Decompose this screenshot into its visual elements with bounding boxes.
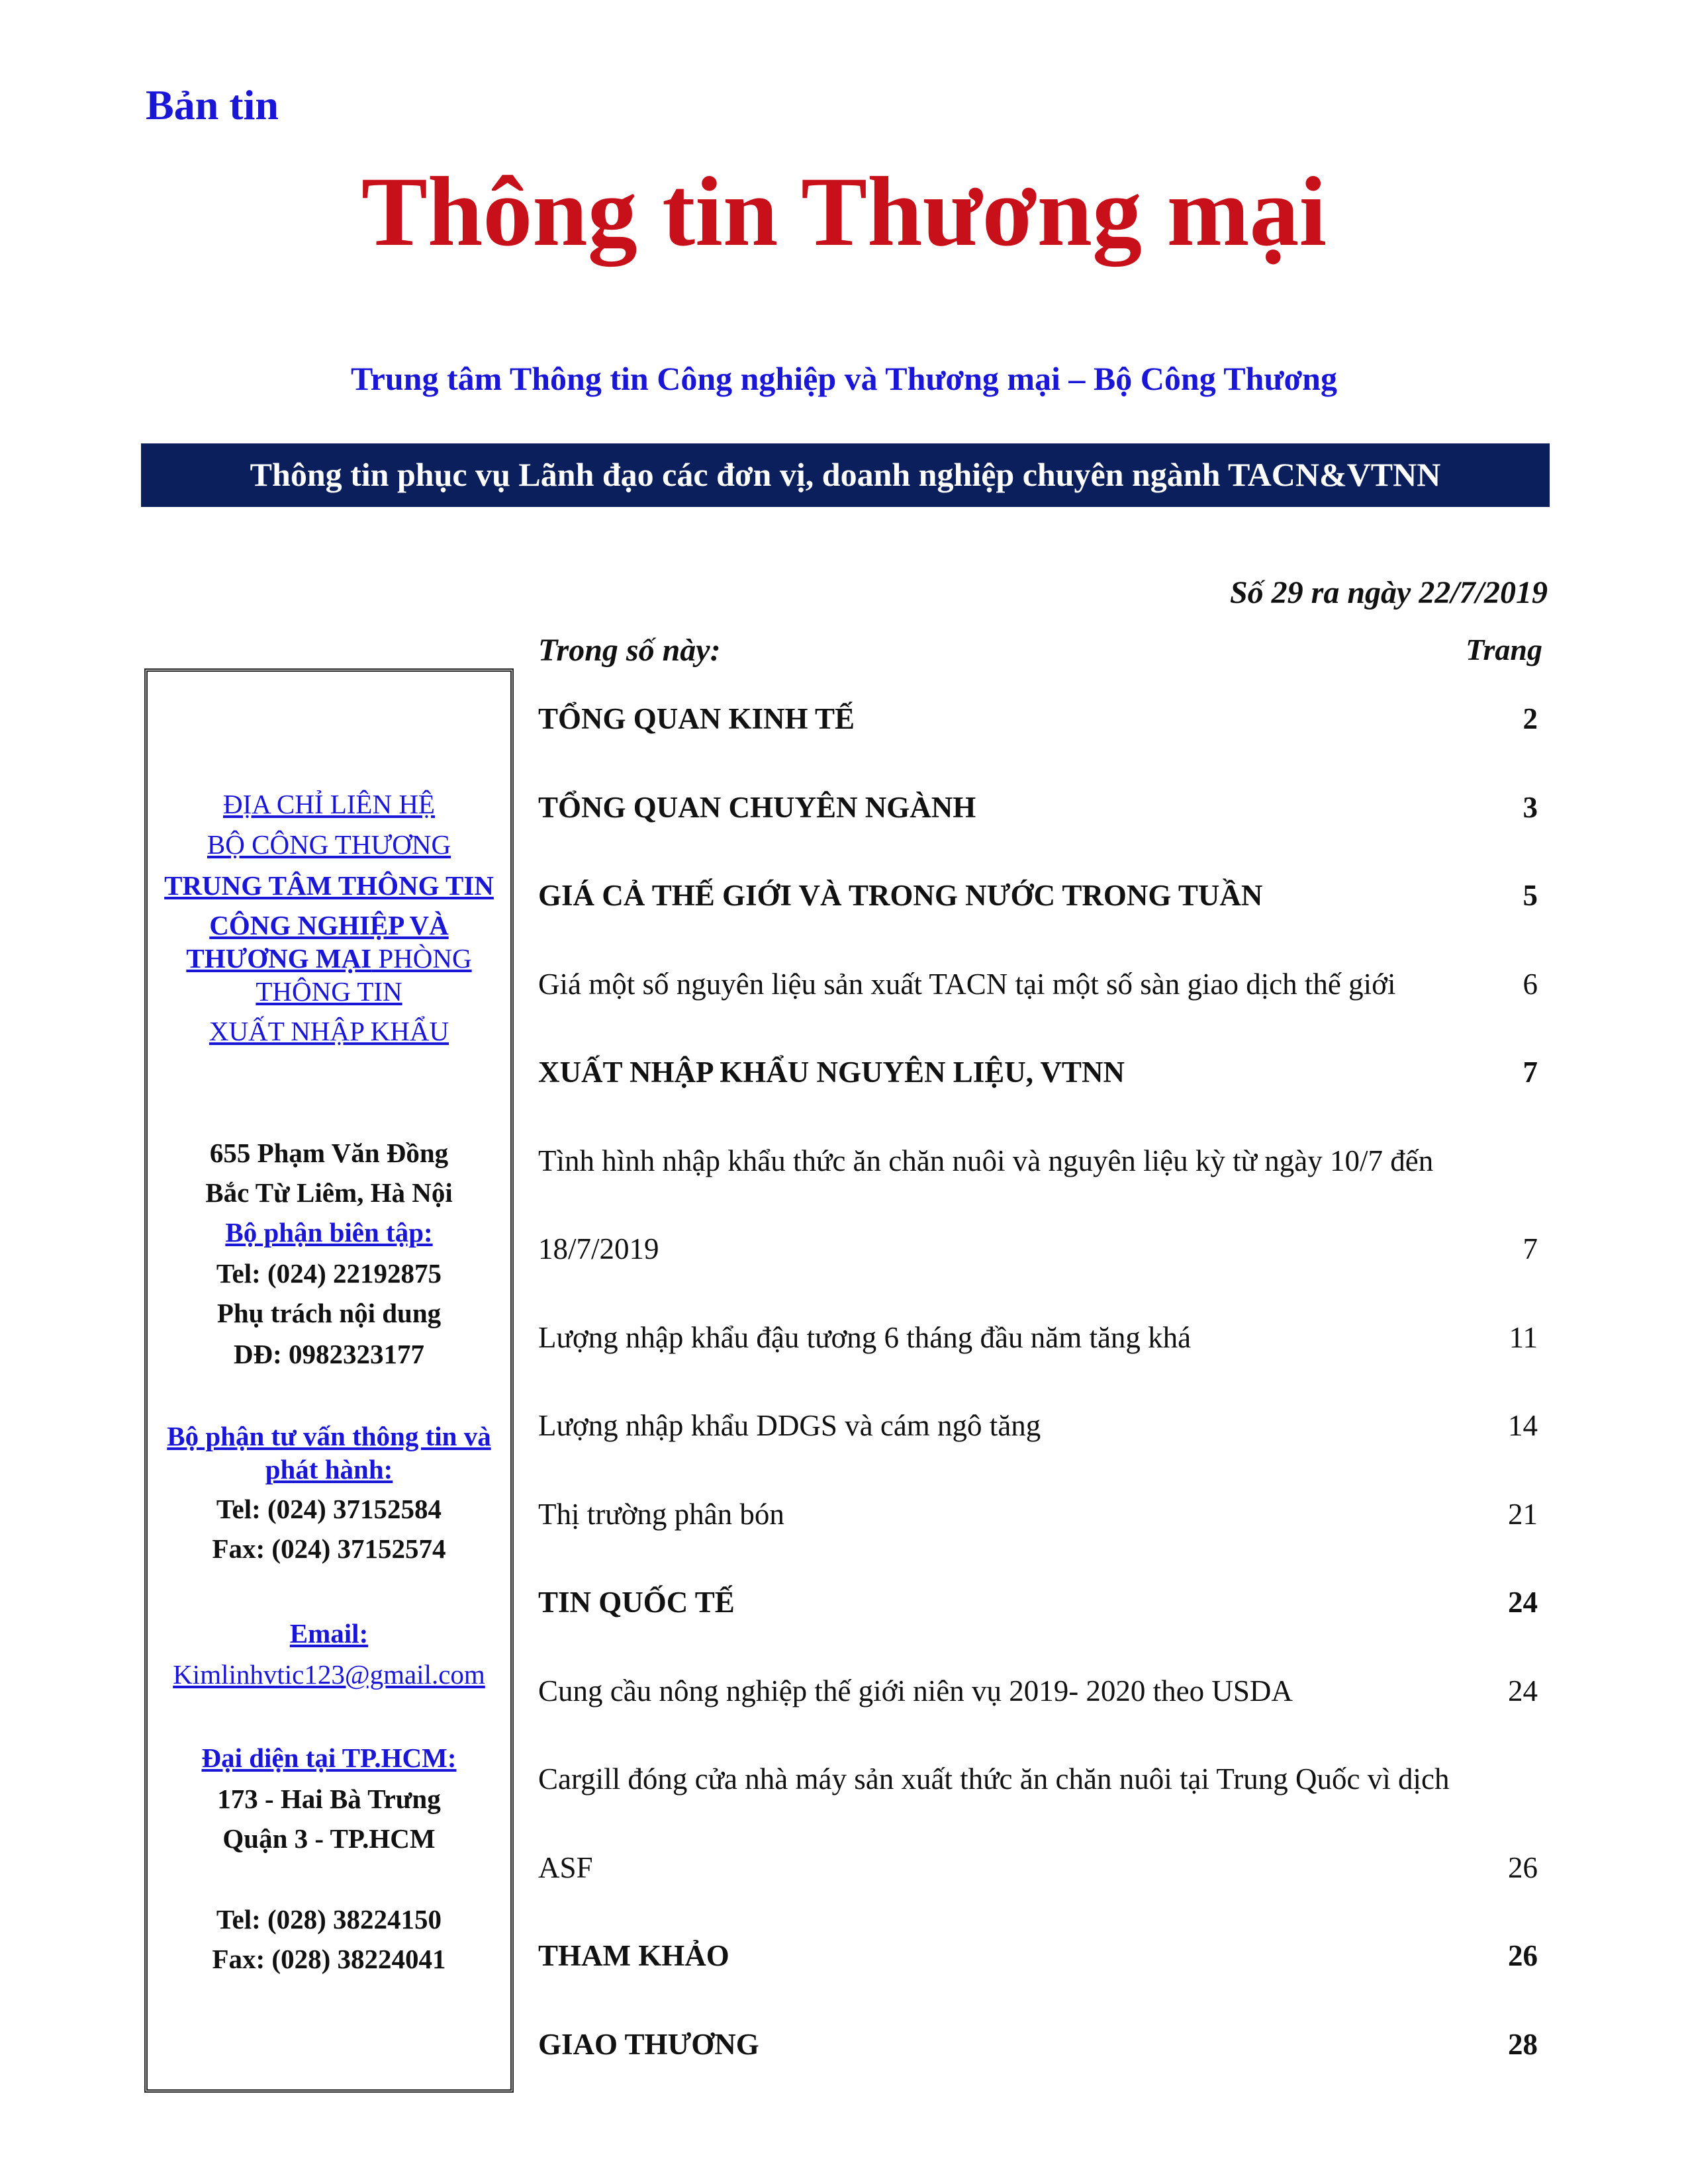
editorial-tel: Tel: (024) 22192875 — [216, 1258, 442, 1289]
address-line1: 655 Phạm Văn Đồng — [209, 1138, 449, 1168]
center-link-dept: PHÒNG — [371, 943, 472, 974]
toc-title: Cung cầu nông nghiệp thế giới niên vụ 2019- 2020 theo USDA — [538, 1674, 1293, 1707]
toc-title: Cargill đóng cửa nhà máy sản xuất thức ăn chăn nuôi tại Trung Quốc vì dịch — [538, 1762, 1450, 1796]
toc-page-number: 21 — [1508, 1497, 1538, 1531]
toc-title: XUẤT NHẬP KHẨU NGUYÊN LIỆU, VTNN — [538, 1056, 1125, 1089]
toc-heading: Trong số này: — [538, 633, 721, 668]
toc-title: THAM KHẢO — [538, 1939, 729, 1972]
center-link-line3[interactable] — [153, 942, 505, 975]
toc-title: ASF — [538, 1850, 593, 1884]
toc-page-number: 24 — [1508, 1586, 1538, 1619]
toc-row[interactable] — [538, 702, 1538, 748]
address-line2: Bắc Từ Liêm, Hà Nội — [205, 1177, 453, 1208]
toc-row[interactable] — [538, 967, 1538, 1013]
toc-row[interactable] — [538, 1408, 1538, 1455]
toc-title: GIÁ CẢ THẾ GIỚI VÀ TRONG NƯỚC TRONG TUẦN — [538, 879, 1263, 912]
toc-title: Giá một số nguyên liệu sản xuất TACN tại một số sàn giao dịch thế giới — [538, 967, 1396, 1001]
toc-row[interactable] — [538, 1850, 1538, 1897]
hcm-address-line1: 173 - Hai Bà Trưng — [217, 1784, 441, 1814]
toc-title: Lượng nhập khẩu đậu tương 6 tháng đầu năm tăng khá — [538, 1320, 1192, 1354]
toc-page-number: 14 — [1508, 1409, 1538, 1442]
toc-row[interactable] — [538, 1055, 1538, 1101]
toc-row[interactable] — [538, 790, 1538, 837]
consulting-fax: Fax: (024) 37152574 — [212, 1533, 446, 1564]
toc-row[interactable] — [538, 1762, 1538, 1808]
hcm-fax: Fax: (028) 38224041 — [212, 1944, 446, 1974]
toc-title: TỔNG QUAN KINH TẾ — [538, 702, 855, 735]
consulting-link-line2[interactable]: phát hành: — [265, 1454, 393, 1484]
toc-page-number: 3 — [1523, 790, 1538, 824]
toc-title: Tình hình nhập khẩu thức ăn chăn nuôi và nguyên liệu kỳ từ ngày 10/7 đến — [538, 1144, 1434, 1177]
toc-page-number: 7 — [1523, 1056, 1538, 1089]
organization-name: Trung tâm Thông tin Công nghiệp và Thương mại – Bộ Công Thương — [351, 360, 1337, 397]
center-link-line1[interactable]: TRUNG TÂM THÔNG TIN — [164, 870, 494, 901]
toc-title: Thị trường phân bón — [538, 1497, 784, 1531]
hcm-tel: Tel: (028) 38224150 — [216, 1904, 442, 1934]
toc-page-number: 2 — [1523, 702, 1538, 735]
page-title: Thông tin Thương mại — [361, 157, 1327, 267]
toc-page-number: 26 — [1508, 1939, 1538, 1972]
toc-row[interactable] — [538, 878, 1538, 925]
toc-row[interactable] — [538, 1938, 1538, 1985]
department-link-xnk[interactable]: XUẤT NHẬP KHẨU — [209, 1016, 449, 1046]
toc-page-number: 6 — [1523, 967, 1538, 1001]
hcm-address-line2: Quận 3 - TP.HCM — [222, 1823, 436, 1854]
consulting-link-line1[interactable]: Bộ phận tư vấn thông tin và — [167, 1421, 491, 1451]
toc-page-number: 26 — [1508, 1850, 1538, 1884]
consulting-tel: Tel: (024) 37152584 — [216, 1494, 442, 1524]
toc-title: TIN QUỐC TẾ — [538, 1586, 735, 1619]
toc-row[interactable] — [538, 1320, 1538, 1367]
toc-title: 18/7/2019 — [538, 1232, 659, 1265]
issue-number: Số 29 ra ngày 22/7/2019 — [1229, 575, 1548, 610]
center-link-bold: THƯƠNG MẠI — [186, 943, 372, 974]
newsletter-label: Bản tin — [146, 81, 279, 128]
ministry-link[interactable]: BỘ CÔNG THƯƠNG — [207, 829, 451, 860]
department-link[interactable]: THÔNG TIN — [256, 976, 402, 1007]
editorial-link[interactable]: Bộ phận biên tập: — [225, 1217, 433, 1248]
toc-title: TỔNG QUAN CHUYÊN NGÀNH — [538, 790, 976, 824]
email-link[interactable]: Kimlinhvtic123@gmail.com — [173, 1659, 485, 1690]
toc-row[interactable] — [538, 1232, 1538, 1278]
hcm-office-link[interactable]: Đại diện tại TP.HCM: — [201, 1743, 457, 1773]
toc-page-number: 5 — [1523, 879, 1538, 912]
contact-heading[interactable]: ĐỊA CHỈ LIÊN HỆ — [223, 789, 435, 819]
toc-page-heading: Trang — [1466, 633, 1542, 666]
audience-banner: Thông tin phục vụ Lãnh đạo các đơn vị, doanh nghiệp chuyên ngành TACN&VTNN — [141, 443, 1550, 507]
toc-row[interactable] — [538, 1497, 1538, 1543]
toc-page-number: 11 — [1509, 1320, 1538, 1354]
toc-row[interactable] — [538, 1144, 1538, 1190]
toc-row[interactable] — [538, 2027, 1538, 2073]
toc-page-number: 28 — [1508, 2027, 1538, 2061]
toc-page-number: 24 — [1508, 1674, 1538, 1707]
toc-page-number: 7 — [1523, 1232, 1538, 1265]
toc-title: Lượng nhập khẩu DDGS và cám ngô tăng — [538, 1409, 1041, 1442]
content-phone: DĐ: 0982323177 — [233, 1339, 425, 1369]
content-lead: Phụ trách nội dung — [216, 1298, 442, 1328]
toc-row[interactable] — [538, 1585, 1538, 1631]
center-link-line2[interactable]: CÔNG NGHIỆP VÀ — [209, 910, 449, 940]
toc-title: GIAO THƯƠNG — [538, 2027, 759, 2061]
toc-row[interactable] — [538, 1674, 1538, 1720]
contact-sidebar — [144, 668, 514, 2093]
email-label[interactable]: Email: — [289, 1618, 369, 1649]
